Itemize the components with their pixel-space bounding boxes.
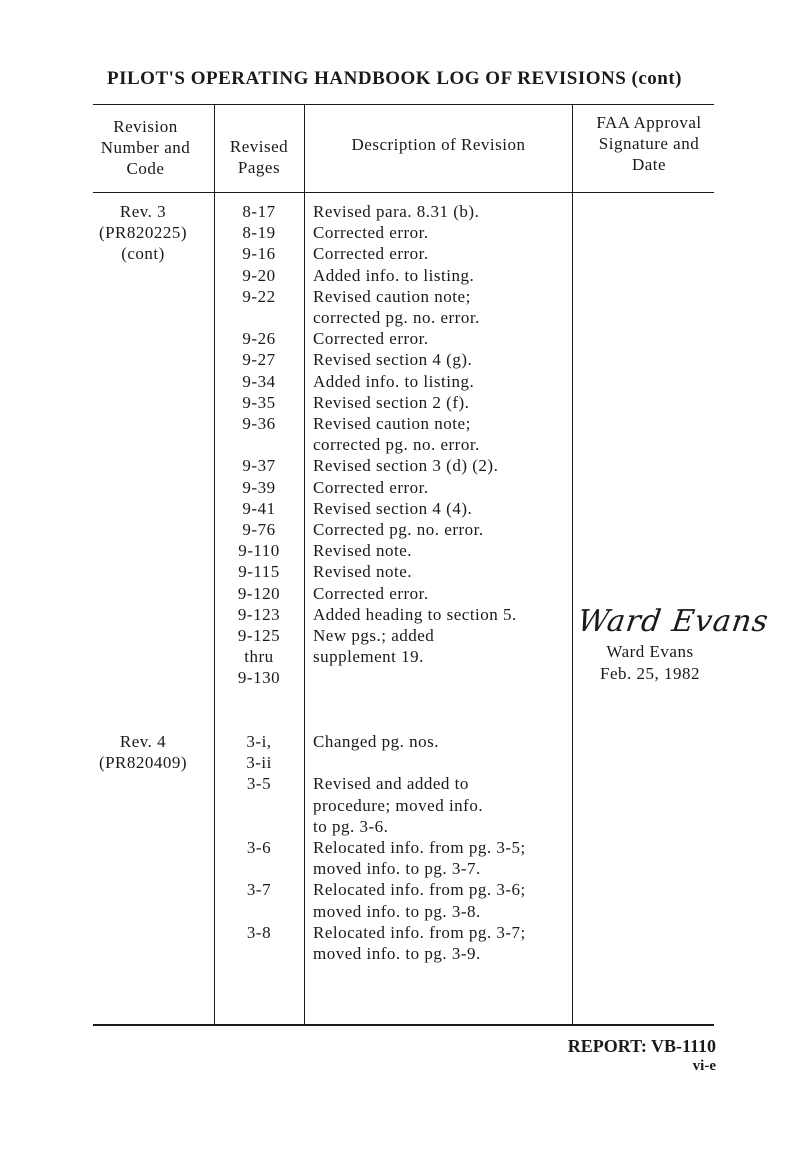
revised-page: 9-16 bbox=[242, 244, 276, 264]
header-line: Date bbox=[631, 155, 667, 174]
revision-description: Revised note. bbox=[313, 541, 413, 561]
revision-description: corrected pg. no. error. bbox=[313, 435, 480, 455]
revised-page: 9-37 bbox=[242, 456, 276, 476]
revision-description: moved info. to pg. 3-7. bbox=[313, 859, 481, 879]
revision-description: Added info. to listing. bbox=[313, 371, 475, 391]
revision-description: Added info. to listing. bbox=[313, 265, 475, 285]
header-line: FAA Approval bbox=[596, 113, 702, 132]
header-line: Pages bbox=[237, 158, 281, 177]
header-line: Revised bbox=[229, 137, 289, 156]
page-number: vi-e bbox=[692, 1058, 716, 1074]
header-line: Description of Revision bbox=[351, 135, 526, 154]
revision-description: Corrected error. bbox=[313, 244, 429, 264]
revised-page: 9-115 bbox=[238, 562, 280, 582]
revision-code-line: Rev. 4 bbox=[119, 732, 167, 751]
revised-page: 8-19 bbox=[242, 223, 276, 243]
revision-description: Revised note. bbox=[313, 562, 413, 582]
header-revision-number bbox=[88, 116, 203, 179]
header-line: Code bbox=[126, 159, 165, 178]
revision-description: Revised section 4 (g). bbox=[313, 350, 473, 370]
page-title: PILOT'S OPERATING HANDBOOK LOG OF REVISIONS (cont) bbox=[107, 68, 683, 89]
revision-code-line: (PR820225) bbox=[98, 223, 188, 242]
revision-description: Corrected error. bbox=[313, 583, 429, 603]
header-faa-approval bbox=[573, 112, 725, 175]
header-revised-pages bbox=[214, 136, 304, 178]
header-line: Number and bbox=[100, 138, 191, 157]
revision-description: Revised para. 8.31 (b). bbox=[313, 202, 480, 221]
revision-code-line: Rev. 3 bbox=[119, 202, 167, 221]
revision-code-line: (cont) bbox=[121, 244, 165, 263]
revised-page: 9-26 bbox=[242, 329, 276, 349]
revised-page: 3-i, bbox=[246, 732, 272, 751]
revision-description: Revised caution note; bbox=[313, 414, 471, 433]
revised-page: 9-125 bbox=[237, 626, 281, 645]
revised-page: 9-76 bbox=[242, 520, 276, 539]
revision-description: Corrected error. bbox=[313, 477, 429, 497]
signature: Ward Evans bbox=[575, 604, 772, 639]
table-top-rule bbox=[93, 104, 714, 105]
revision-description: Corrected error. bbox=[313, 223, 429, 243]
revision-description: moved info. to pg. 3-8. bbox=[313, 901, 481, 921]
revised-page: 9-20 bbox=[242, 265, 276, 285]
revised-page: 9-35 bbox=[242, 392, 276, 412]
revised-page: 3-6 bbox=[246, 838, 272, 857]
revision-description: Relocated info. from pg. 3-6; bbox=[313, 880, 526, 900]
header-line: Signature and bbox=[598, 134, 700, 153]
revision-description: Revised section 2 (f). bbox=[313, 392, 470, 412]
revision-description: Revised section 3 (d) (2). bbox=[313, 456, 499, 476]
report-number: REPORT: VB-1110 bbox=[567, 1036, 716, 1056]
revised-page: 3-8 bbox=[246, 922, 272, 942]
revision-description: Added heading to section 5. bbox=[313, 604, 517, 624]
revision-code-line: (PR820409) bbox=[98, 753, 188, 772]
header-bottom-rule bbox=[93, 192, 714, 193]
revision-description: Corrected pg. no. error. bbox=[313, 520, 484, 539]
revision-description: New pgs.; added bbox=[313, 626, 435, 645]
revision-description: corrected pg. no. error. bbox=[313, 308, 480, 327]
revision-description: to pg. 3-6. bbox=[313, 816, 389, 836]
revised-page: 8-17 bbox=[242, 202, 276, 221]
revised-page: 9-34 bbox=[242, 371, 276, 391]
header-line: Revision bbox=[113, 117, 178, 136]
table-bottom-rule bbox=[93, 1024, 714, 1026]
revised-page: 9-22 bbox=[242, 286, 276, 306]
approval-date: Feb. 25, 1982 bbox=[600, 664, 700, 683]
revision-description: supplement 19. bbox=[313, 647, 424, 667]
revision-description: Relocated info. from pg. 3-7; bbox=[313, 922, 526, 942]
revised-page: 3-5 bbox=[246, 774, 272, 794]
revised-page: 9-130 bbox=[237, 668, 281, 688]
revision-description: procedure; moved info. bbox=[313, 795, 484, 815]
revision-description: Revised caution note; bbox=[313, 286, 471, 306]
revision-description: moved info. to pg. 3-9. bbox=[313, 944, 481, 963]
revised-page: 9-36 bbox=[242, 414, 276, 433]
approver-name: Ward Evans bbox=[606, 642, 694, 661]
column-divider-2 bbox=[304, 104, 305, 1025]
revised-page: 9-27 bbox=[242, 350, 276, 370]
header-description bbox=[305, 134, 572, 155]
revised-page: 9-39 bbox=[242, 477, 276, 497]
revised-page: 9-41 bbox=[242, 498, 276, 518]
revised-page: 9-120 bbox=[237, 583, 281, 603]
revision-description: Changed pg. nos. bbox=[313, 732, 440, 751]
revision-description: Revised section 4 (4). bbox=[313, 498, 473, 518]
column-divider-3 bbox=[572, 104, 573, 1025]
revised-page: 9-123 bbox=[237, 604, 281, 624]
revision-description: Relocated info. from pg. 3-5; bbox=[313, 838, 526, 857]
revised-page: 3-7 bbox=[246, 880, 272, 900]
revised-page: 9-110 bbox=[238, 541, 280, 561]
revised-page: 3-ii bbox=[246, 753, 272, 773]
revision-description: Revised and added to bbox=[313, 774, 469, 794]
revision-description: Corrected error. bbox=[313, 329, 429, 349]
revised-page: thru bbox=[244, 647, 274, 667]
